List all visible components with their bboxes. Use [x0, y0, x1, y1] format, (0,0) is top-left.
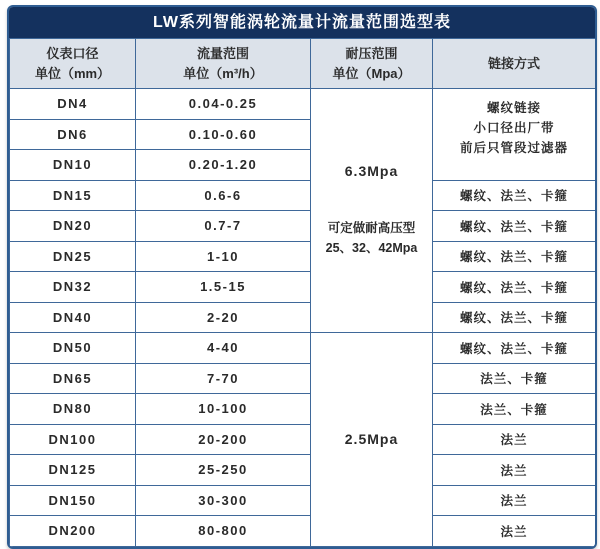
diameter-cell: DN15: [10, 180, 136, 211]
diameter-cell: DN20: [10, 211, 136, 242]
flow-range-cell: 1-10: [136, 241, 311, 272]
pressure-value: 2.5Mpa: [344, 431, 399, 448]
table-row: [10, 211, 596, 242]
connection-line: 螺纹链接: [486, 101, 541, 116]
table-row: [10, 485, 596, 516]
pressure-note-line: 25、32、42Mpa: [325, 240, 418, 255]
table-row: [10, 302, 596, 333]
pressure-note-line: 可定做耐高压型: [327, 221, 416, 236]
diameter-cell: DN10: [10, 150, 136, 181]
diameter-cell: DN25: [10, 241, 136, 272]
flow-range-cell: 25-250: [136, 455, 311, 486]
pressure-cell-content: [311, 163, 432, 258]
diameter-cell: DN32: [10, 272, 136, 303]
table-row: [10, 272, 596, 303]
header-line: 单位（m³/h）: [183, 65, 263, 81]
table-row: [10, 424, 596, 455]
diameter-cell: DN80: [10, 394, 136, 425]
connection-cell: 法兰: [433, 485, 596, 516]
diameter-cell: DN200: [10, 516, 136, 547]
connection-cell: 法兰: [433, 516, 596, 547]
connection-cell-merged: [433, 89, 596, 181]
flow-range-cell: 0.04-0.25: [136, 89, 311, 120]
table-title: LW系列智能涡轮流量计流量范围选型表: [9, 7, 595, 38]
connection-cell: 法兰: [433, 424, 596, 455]
diameter-cell: DN125: [10, 455, 136, 486]
header-line: 单位（mm）: [34, 65, 111, 81]
connection-cell: 法兰: [433, 455, 596, 486]
flow-range-cell: 0.6-6: [136, 180, 311, 211]
table-row: [10, 516, 596, 547]
pressure-value: 6.3Mpa: [344, 163, 399, 180]
flow-range-cell: 2-20: [136, 302, 311, 333]
table-row: [10, 333, 596, 364]
pressure-cell-content: [311, 431, 432, 447]
diameter-cell: DN100: [10, 424, 136, 455]
connection-cell: 螺纹、法兰、卡箍: [433, 302, 596, 333]
column-header-flow-range: [136, 39, 311, 89]
table-row: [10, 363, 596, 394]
flow-range-cell: 0.10-0.60: [136, 119, 311, 150]
connection-cell: 螺纹、法兰、卡箍: [433, 333, 596, 364]
table-row: [10, 241, 596, 272]
header-line: 仪表口径: [46, 46, 99, 61]
connection-cell: 螺纹、法兰、卡箍: [433, 180, 596, 211]
connection-cell: 法兰、卡箍: [433, 394, 596, 425]
flow-range-cell: 20-200: [136, 424, 311, 455]
pressure-note: [326, 219, 418, 258]
connection-cell: 螺纹、法兰、卡箍: [433, 241, 596, 272]
connection-cell: 螺纹、法兰、卡箍: [433, 272, 596, 303]
diameter-cell: DN6: [10, 119, 136, 150]
flow-range-cell: 0.7-7: [136, 211, 311, 242]
column-header-diameter: [10, 39, 136, 89]
table-row: [10, 394, 596, 425]
flow-range-cell: 10-100: [136, 394, 311, 425]
flow-range-cell: 1.5-15: [136, 272, 311, 303]
connection-cell: 螺纹、法兰、卡箍: [433, 211, 596, 242]
table-row: [10, 455, 596, 486]
flow-range-cell: 4-40: [136, 333, 311, 364]
connection-cell-content: [433, 98, 595, 170]
connection-line: 前后只管段过滤器: [459, 141, 568, 156]
flow-meter-selection-table: [7, 5, 597, 549]
table-row: [10, 180, 596, 211]
header-line: 耐压范围: [345, 46, 398, 61]
flow-range-cell: 7-70: [136, 363, 311, 394]
diameter-cell: DN50: [10, 333, 136, 364]
diameter-cell: DN40: [10, 302, 136, 333]
header-line: 流量范围: [196, 46, 249, 61]
header-line: 单位（Mpa）: [332, 65, 411, 81]
flow-range-cell: 30-300: [136, 485, 311, 516]
diameter-cell: DN150: [10, 485, 136, 516]
spec-table: [9, 38, 596, 547]
diameter-cell: DN4: [10, 89, 136, 120]
flow-range-cell: 80-800: [136, 516, 311, 547]
pressure-cell-low: [311, 333, 433, 547]
connection-line: 小口径出厂带: [473, 121, 555, 136]
table-row: [10, 89, 596, 120]
header-row: [10, 39, 596, 89]
column-header-connection: [433, 39, 596, 89]
column-header-pressure-range: [311, 39, 433, 89]
diameter-cell: DN65: [10, 363, 136, 394]
flow-range-cell: 0.20-1.20: [136, 150, 311, 181]
pressure-cell-high: [311, 89, 433, 333]
connection-cell: 法兰、卡箍: [433, 363, 596, 394]
header-line: 链接方式: [487, 55, 540, 71]
